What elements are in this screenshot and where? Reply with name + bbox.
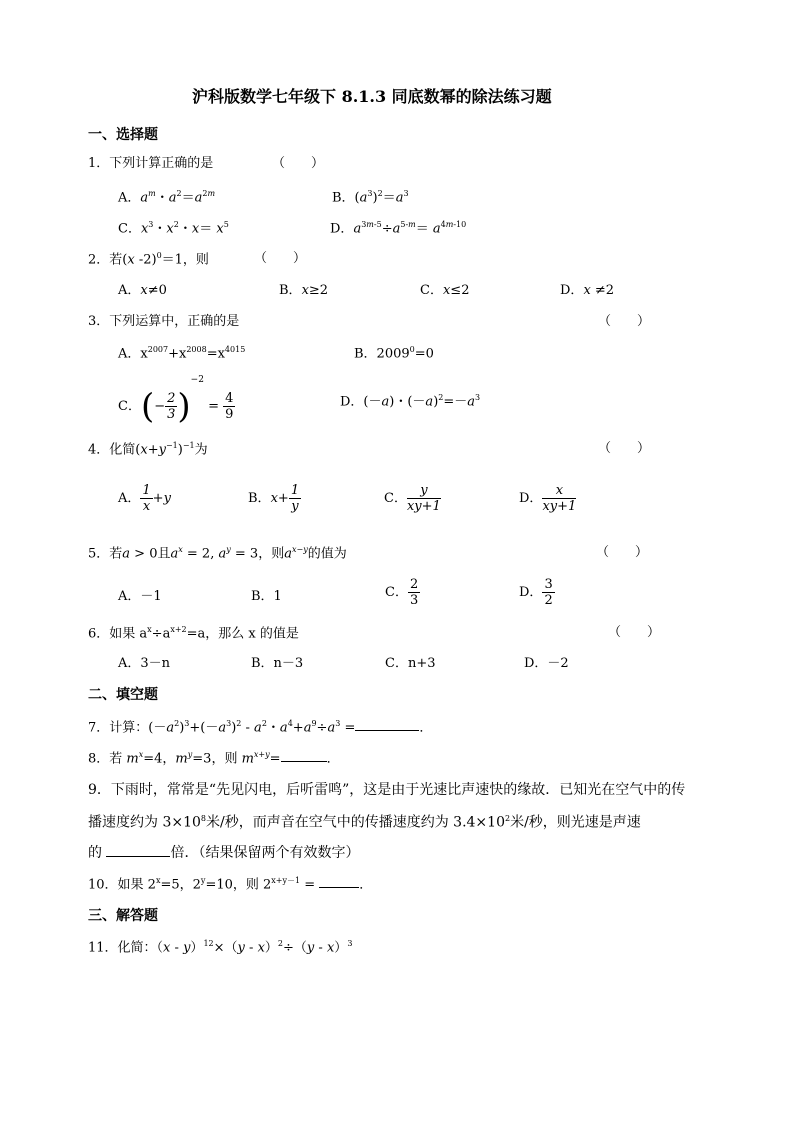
option-b: B．n－3 [251, 656, 304, 671]
option-d: D． $\frac{x}{xy+1}$ [519, 483, 577, 514]
option-a: A．$x^{2007}+x^{2008}=x^{4015}$ [118, 345, 246, 362]
question-stem: 1．下列计算正确的是 [88, 156, 214, 171]
answer-paren: （ ） [596, 545, 649, 560]
option-d: D．－2 [524, 656, 569, 671]
option-d: D．$a^{3m-5}\div a^{5-m}= a^{4m-10}$ [330, 220, 467, 237]
question-7: 7．计算：$(-a^2)^3+(-a^3)^2 - a^2$・$a^4+a^9\div a^3$ = ． [88, 719, 433, 736]
option-b: B．x+ $\frac{1}{y}$ [248, 483, 300, 514]
question-stem: 2．若(x -2)$^0$＝1，则 [88, 251, 209, 268]
question-stem: 6．如果 $a^x\div a^{x+2}=a$，那么 x 的值是 [88, 625, 299, 642]
option-d: D． $\frac{3}{2}$ [519, 577, 553, 608]
answer-blank[interactable] [319, 887, 359, 888]
option-c: C． $\frac{2}{3}$ [385, 577, 419, 608]
question-stem: 5．若a > 0且$a^x = 2$, $a^y = 3$，则$a^{x-y}$的值为 [88, 545, 347, 562]
answer-blank[interactable] [281, 761, 327, 762]
option-d: D．(－a)・$(-a)^2=-a^3$ [340, 393, 481, 410]
answer-blank[interactable] [355, 730, 419, 731]
option-c: C．x≤2 [420, 283, 470, 298]
question-10: 10．如果 $2^x=5$，$2^y=10$，则 $2^{x+y-1}$ = ． [88, 876, 373, 893]
question-9-line-3: 的 倍．（结果保留两个有效数字） [88, 845, 360, 861]
option-c: C． $\frac{y}{xy+1}$ [384, 483, 441, 514]
answer-paren: （ ） [254, 251, 307, 266]
option-a: A．－1 [118, 589, 162, 604]
answer-blank[interactable] [106, 856, 170, 857]
option-b: B．$2009^0=0$ [354, 345, 434, 362]
question-11: 11．化简：（x - y）$^{12}$×（y - x）$^2$÷（y - x）$^3$ [88, 939, 353, 956]
option-c: C．n+3 [385, 656, 436, 671]
section-heading-choice: 一、选择题 [88, 127, 158, 143]
answer-paren: （ ） [608, 625, 661, 640]
option-b: B．1 [251, 589, 282, 604]
option-d: D．x ≠2 [560, 283, 615, 298]
option-a: A．$a^m$・$a^2=a^{2m}$ [118, 189, 216, 206]
answer-paren: （ ） [598, 441, 651, 456]
option-a: A．3－n [118, 656, 171, 671]
question-stem: 3．下列运算中，正确的是 [88, 314, 240, 329]
answer-paren: （ ） [598, 314, 651, 329]
section-heading-solve: 三、解答题 [88, 908, 158, 924]
question-8: 8．若 $m^x=4$，$m^y=3$，则 $m^{x+y}=$ ． [88, 750, 340, 767]
option-c: C．$x^3$・$x^2$・$x= x^5$ [118, 220, 229, 237]
option-a: A．x≠0 [118, 283, 167, 298]
option-a: A． $\frac{1}{x}$ +y [118, 483, 171, 514]
option-c: C．(− $\frac{2}{3}$ )$^{-2}$ = $\frac{4}{9}$ [118, 375, 234, 427]
section-heading-fill: 二、填空题 [88, 687, 158, 703]
answer-paren: （ ） [272, 156, 325, 171]
question-9-line-1: 9．下雨时，常常是“先见闪电，后听雷鸣”，这是由于光速比声速快的缘故．已知光在空气中的传 [88, 782, 686, 798]
question-9-line-2: 播速度约为 $3\times 10^8$米/秒，而声音在空气中的传播速度约为 $3.4\times 10^2$米/秒，则光速是声速 [88, 814, 641, 831]
option-b: B．$(a^3)^2=a^3$ [332, 189, 409, 206]
question-stem: 4．化简$(x+y^{-1})^{-1}$为 [88, 441, 208, 458]
option-b: B．x≥2 [279, 283, 329, 298]
page-title: 沪科版数学七年级下 8.1.3 同底数幂的除法练习题 [192, 87, 552, 106]
